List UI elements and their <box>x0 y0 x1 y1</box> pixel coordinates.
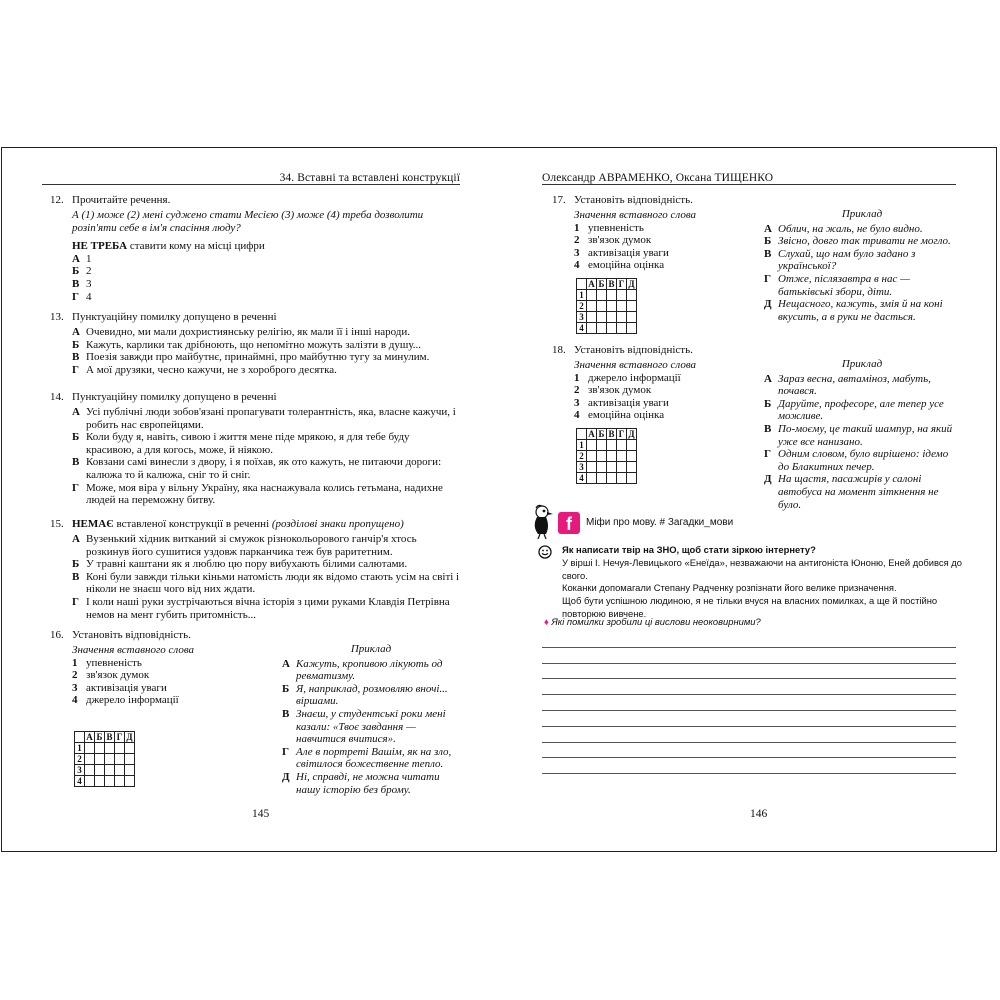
example-item: Б Звісно, довго так тривати не могло. <box>764 235 951 248</box>
smiley-icon <box>538 545 552 559</box>
myth-line: У вірші І. Нечуя-Левицького «Енеїда», незважаючи на антигоніста Юноню, Еней добився до свого. <box>562 556 962 581</box>
grid-row-header: 4 <box>577 473 587 484</box>
grid-row-header: 3 <box>577 462 587 473</box>
example-item: Г Отже, післязавтра в нас — батьківські збори, діти. <box>764 272 910 298</box>
grid-col-header: В <box>608 279 615 289</box>
header-rule <box>42 184 460 185</box>
grid-row-header: 2 <box>577 451 587 462</box>
task-number: 15. <box>50 518 64 530</box>
grid-cell[interactable] <box>587 462 597 473</box>
grid-col-header: Д <box>126 732 133 742</box>
grid-cell[interactable] <box>627 312 637 323</box>
grid-cell[interactable] <box>617 323 627 334</box>
example-item: В Слухай, що нам було задано з української? <box>764 247 916 273</box>
grid-cell[interactable] <box>125 776 135 787</box>
facebook-icon[interactable]: f <box>558 512 580 534</box>
meanings-header: Значення вставного слова <box>574 209 697 221</box>
answer-option[interactable]: В 3 <box>72 277 92 290</box>
grid-cell[interactable] <box>597 440 607 451</box>
task-title: Пунктуаційну помилку допущено в реченні <box>72 311 277 323</box>
grid-cell[interactable] <box>115 754 125 765</box>
meaning-item: 2 зв'язок думок <box>574 234 652 247</box>
grid-col-header: А <box>588 279 595 289</box>
grid-row-header: 3 <box>577 312 587 323</box>
example-item: А Облич, на жаль, не було видно. <box>764 222 923 235</box>
grid-cell[interactable] <box>617 290 627 301</box>
grid-row-header: 4 <box>75 776 85 787</box>
grid-row-header: 2 <box>577 301 587 312</box>
example-item: Б Даруйте, професоре, але тепер усе можливе. <box>764 397 944 423</box>
answer-lines[interactable] <box>542 632 956 774</box>
examples-header: Приклад <box>350 643 392 655</box>
example-item: А Кажуть, кропивою лікують од ревматизму. <box>282 657 443 683</box>
grid-cell[interactable] <box>607 323 617 334</box>
task-number: 14. <box>50 391 64 403</box>
task-17 <box>552 194 972 334</box>
task-number: 13. <box>50 311 64 323</box>
grid-col-header: Б <box>95 732 105 743</box>
grid-cell[interactable] <box>587 323 597 334</box>
answer-option[interactable]: Г 4 <box>72 290 92 303</box>
meaning-item: 1 упевненість <box>72 656 142 669</box>
task-title: НЕМАЄ вставленої конструкції в реченні (розділові знаки пропущено) <box>72 518 404 530</box>
answer-option[interactable]: Б Кажуть, карлики так дрібноють, що непомітно можуть залізти в душу... <box>72 338 422 351</box>
answer-line[interactable] <box>542 679 956 695</box>
answer-line[interactable] <box>542 743 956 759</box>
grid-cell[interactable] <box>85 743 95 754</box>
task-title: Установіть відповідність. <box>574 194 693 206</box>
grid-cell[interactable] <box>607 312 617 323</box>
task-number: 17. <box>552 194 566 206</box>
example-item: Б Я, наприклад, розмовляю вночі... віршами. <box>282 682 448 708</box>
task-16 <box>50 629 460 799</box>
grid-col-header: Д <box>628 429 635 439</box>
grid-cell[interactable] <box>617 462 627 473</box>
grid-col-header: В <box>106 732 113 742</box>
answer-option[interactable]: А Вузенький хідник витканий зі смужок різнокольорового ганчір'я хтось розкинув його сушитися уздовж парканчика теж був раритетним. <box>72 533 417 558</box>
myth-line: Коканки допомагали Степану Радченку розпізнати його велике призначення. <box>562 582 897 594</box>
grid-cell[interactable] <box>587 440 597 451</box>
grid-col-header: Г <box>617 429 627 440</box>
answer-line[interactable] <box>542 758 956 774</box>
grid-corner <box>75 732 85 743</box>
grid-cell[interactable] <box>617 440 627 451</box>
diamond-icon: ♦ <box>544 616 549 627</box>
answer-option[interactable]: Б Коли буду я, навіть, сивою і життя мене піде мрякою, я для тебе буду красивою, а для когось, може, й ніякою. <box>72 431 410 456</box>
book-spread <box>1 147 997 852</box>
grid-cell[interactable] <box>627 290 637 301</box>
grid-row-header: 4 <box>577 323 587 334</box>
grid-cell[interactable] <box>597 323 607 334</box>
meaning-item: 3 активізація уваги <box>574 396 669 409</box>
meanings-header: Значення вставного слова <box>574 359 697 371</box>
task-number: 12. <box>50 194 64 206</box>
meanings-header: Значення вставного слова <box>72 644 195 656</box>
myths-caption: Міфи про мову. # Загадки_мови <box>586 517 734 528</box>
grid-cell[interactable] <box>607 473 617 484</box>
answer-option[interactable]: Г А мої друзяки, чесно кажучи, не з хороброго десятка. <box>72 363 337 376</box>
grid-cell[interactable] <box>607 451 617 462</box>
task-title: Пунктуаційну помилку допущено в реченні <box>72 391 277 403</box>
answer-option[interactable]: В Ковзани самі винесли з двору, і я поїхав, як ото кажуть, не питаючи дороги: калюжа то й калюжа, сніг то й сніг. <box>72 456 442 481</box>
grid-cell[interactable] <box>587 301 597 312</box>
answer-line[interactable] <box>542 711 956 727</box>
grid-cell[interactable] <box>627 440 637 451</box>
grid-cell[interactable] <box>105 754 115 765</box>
grid-cell[interactable] <box>607 301 617 312</box>
grid-cell[interactable] <box>95 743 105 754</box>
grid-cell[interactable] <box>587 312 597 323</box>
grid-row-header: 3 <box>75 765 85 776</box>
grid-cell[interactable] <box>95 776 105 787</box>
grid-cell[interactable] <box>105 776 115 787</box>
meaning-item: 1 упевненість <box>574 221 644 234</box>
grid-cell[interactable] <box>105 743 115 754</box>
answer-option[interactable]: Г І коли наші руки зустрічаються вічна історія з цими руками Клавдія Петрівна немов на мент губить притомність... <box>72 595 450 621</box>
grid-corner <box>577 429 587 440</box>
task-number: 18. <box>552 344 566 356</box>
answer-line[interactable] <box>542 727 956 743</box>
task-instruction: НЕ ТРЕБА ставити кому на місці цифри <box>72 240 265 253</box>
example-item: Д Ні, справді, не можна читати нашу історію без брому. <box>282 770 440 796</box>
grid-cell[interactable] <box>607 462 617 473</box>
meaning-item: 4 емоційна оцінка <box>574 259 665 272</box>
grid-cell[interactable] <box>597 462 607 473</box>
grid-cell[interactable] <box>125 743 135 754</box>
grid-cell[interactable] <box>597 473 607 484</box>
answer-option[interactable]: А Усі публічні люди зобов'язані пропагувати толерантність, яка, власне кажучи, і робить нас європейцями. <box>72 406 456 431</box>
answer-option[interactable]: В Коні були завжди тільки кіньми натомість люди як відомо стають усім на світі і ніколи не знаєш чого від них ждати. <box>72 570 460 596</box>
grid-cell[interactable] <box>627 451 637 462</box>
examples-header: Приклад <box>841 208 883 220</box>
grid-cell[interactable] <box>85 776 95 787</box>
grid-cell[interactable] <box>115 743 125 754</box>
grid-cell[interactable] <box>587 451 597 462</box>
task-title: Установіть відповідність. <box>72 629 191 641</box>
meaning-item: 3 активізація уваги <box>72 681 167 694</box>
answer-line[interactable] <box>542 648 956 664</box>
task-18 <box>552 344 972 511</box>
header-rule <box>542 184 956 185</box>
grid-row-header: 1 <box>577 290 587 301</box>
bird-icon <box>528 504 556 540</box>
task-sentence: А (1) може (2) мені суджено стати Месією (3) може (4) треба дозволити розіп'яти себе в ім'я спасіння люду? <box>72 209 424 234</box>
answer-grid[interactable] <box>576 428 637 484</box>
grid-cell[interactable] <box>85 765 95 776</box>
meaning-item: 4 джерело інформації <box>72 694 179 707</box>
grid-cell[interactable] <box>617 451 627 462</box>
grid-cell[interactable] <box>597 451 607 462</box>
grid-cell[interactable] <box>115 765 125 776</box>
example-item: В По-моєму, це такий шампур, на який уже все нанизано. <box>764 422 953 448</box>
grid-cell[interactable] <box>95 765 105 776</box>
example-item: Г Але в портреті Вашім, як на зло, світилося божественне тепло. <box>282 745 452 771</box>
myth-line: Щоб бути успішною людиною, я не тільки вчуся на власних помилках, а ще й постійно повторюю вивчене. <box>562 595 938 619</box>
grid-cell[interactable] <box>607 440 617 451</box>
meaning-item: 2 зв'язок думок <box>72 669 150 682</box>
answer-grid[interactable] <box>576 278 637 334</box>
grid-cell[interactable] <box>105 765 115 776</box>
answer-line[interactable] <box>542 695 956 711</box>
grid-row-header: 2 <box>75 754 85 765</box>
grid-cell[interactable] <box>85 754 95 765</box>
answer-option[interactable]: Б 2 <box>72 265 92 278</box>
task-title: Установіть відповідність. <box>574 344 693 356</box>
meaning-item: 1 джерело інформації <box>574 371 681 384</box>
examples-column <box>764 208 960 323</box>
grid-cell[interactable] <box>587 290 597 301</box>
grid-col-header: В <box>608 429 615 439</box>
grid-cell[interactable] <box>617 301 627 312</box>
example-item: А Зараз весна, автаміноз, мабуть, почався. <box>764 372 931 398</box>
grid-row-header: 1 <box>75 743 85 754</box>
page-number: 145 <box>252 808 270 820</box>
grid-cell[interactable] <box>597 290 607 301</box>
grid-cell[interactable] <box>627 301 637 312</box>
myths-banner <box>528 504 968 544</box>
answer-grid[interactable] <box>74 731 135 787</box>
grid-col-header: Б <box>597 429 607 440</box>
example-item: Д На щастя, пасажирів у салоні автобуса на момент зіткнення не було. <box>764 473 939 511</box>
grid-cell[interactable] <box>597 301 607 312</box>
grid-row-header: 1 <box>577 440 587 451</box>
task-number: 16. <box>50 629 64 641</box>
grid-col-header: Д <box>628 279 635 289</box>
page-number: 146 <box>750 808 768 820</box>
grid-col-header: А <box>86 732 93 742</box>
example-item: Г Одним словом, було вирішено: ідемо до Блакитних печер. <box>764 448 949 473</box>
example-item: В Знаєш, у студентські роки мені казали: «Твоє завдання — навчитися вчитися». <box>282 707 446 746</box>
example-item: Д Нещасного, кажуть, змія й на коні вкусить, а в руки не дасться. <box>764 298 943 323</box>
grid-col-header: Г <box>115 732 125 743</box>
examples-column <box>764 358 960 511</box>
right-page <box>500 148 998 851</box>
running-head: Олександр АВРАМЕНКО, Оксана ТИЩЕНКО <box>542 172 774 184</box>
answer-option[interactable]: В Поезія завжди про майбутнє, принаймні, про майбутню тугу за минулим. <box>72 351 430 364</box>
grid-cell[interactable] <box>115 776 125 787</box>
grid-cell[interactable] <box>95 754 105 765</box>
grid-cell[interactable] <box>617 312 627 323</box>
answer-option[interactable]: Г Може, моя віра у вільну Україну, яка наснажувала колись гетьмана, надихне людей на переможну битву. <box>72 481 443 507</box>
grid-cell[interactable] <box>125 754 135 765</box>
grid-col-header: Г <box>617 279 627 290</box>
grid-corner <box>577 279 587 290</box>
examples-column <box>282 643 460 796</box>
meaning-item: 2 зв'язок думок <box>574 384 652 397</box>
grid-cell[interactable] <box>627 462 637 473</box>
task-title: Прочитайте речення. <box>72 194 171 206</box>
answer-option[interactable]: Б У травні каштани як я люблю цю пору вибухають білими салютами. <box>72 558 408 571</box>
grid-cell[interactable] <box>587 473 597 484</box>
grid-cell[interactable] <box>627 473 637 484</box>
left-page <box>2 148 500 851</box>
examples-header: Приклад <box>841 358 883 370</box>
grid-cell[interactable] <box>125 765 135 776</box>
grid-col-header: Б <box>597 279 607 290</box>
answer-line[interactable] <box>542 664 956 680</box>
grid-cell[interactable] <box>597 312 607 323</box>
grid-cell[interactable] <box>607 290 617 301</box>
myth-question: Як написати твір на ЗНО, щоб стати зіркою інтернету? <box>562 544 816 555</box>
running-head: 34. Вставні та вставлені конструкції <box>279 172 460 184</box>
meaning-item: 4 емоційна оцінка <box>574 409 665 422</box>
answer-option[interactable]: А 1 <box>72 252 92 265</box>
grid-col-header: А <box>588 429 595 439</box>
exercise-prompt: ♦ Які помилки зробили ці вислови неоковирними? <box>544 616 761 627</box>
grid-cell[interactable] <box>617 473 627 484</box>
grid-cell[interactable] <box>627 323 637 334</box>
myth-text <box>562 544 962 621</box>
meaning-item: 3 активізація уваги <box>574 246 669 259</box>
answer-line[interactable] <box>542 632 956 648</box>
answer-option[interactable]: А Очевидно, ми мали дохристиянську релігію, як мали її і інші народи. <box>72 326 411 338</box>
